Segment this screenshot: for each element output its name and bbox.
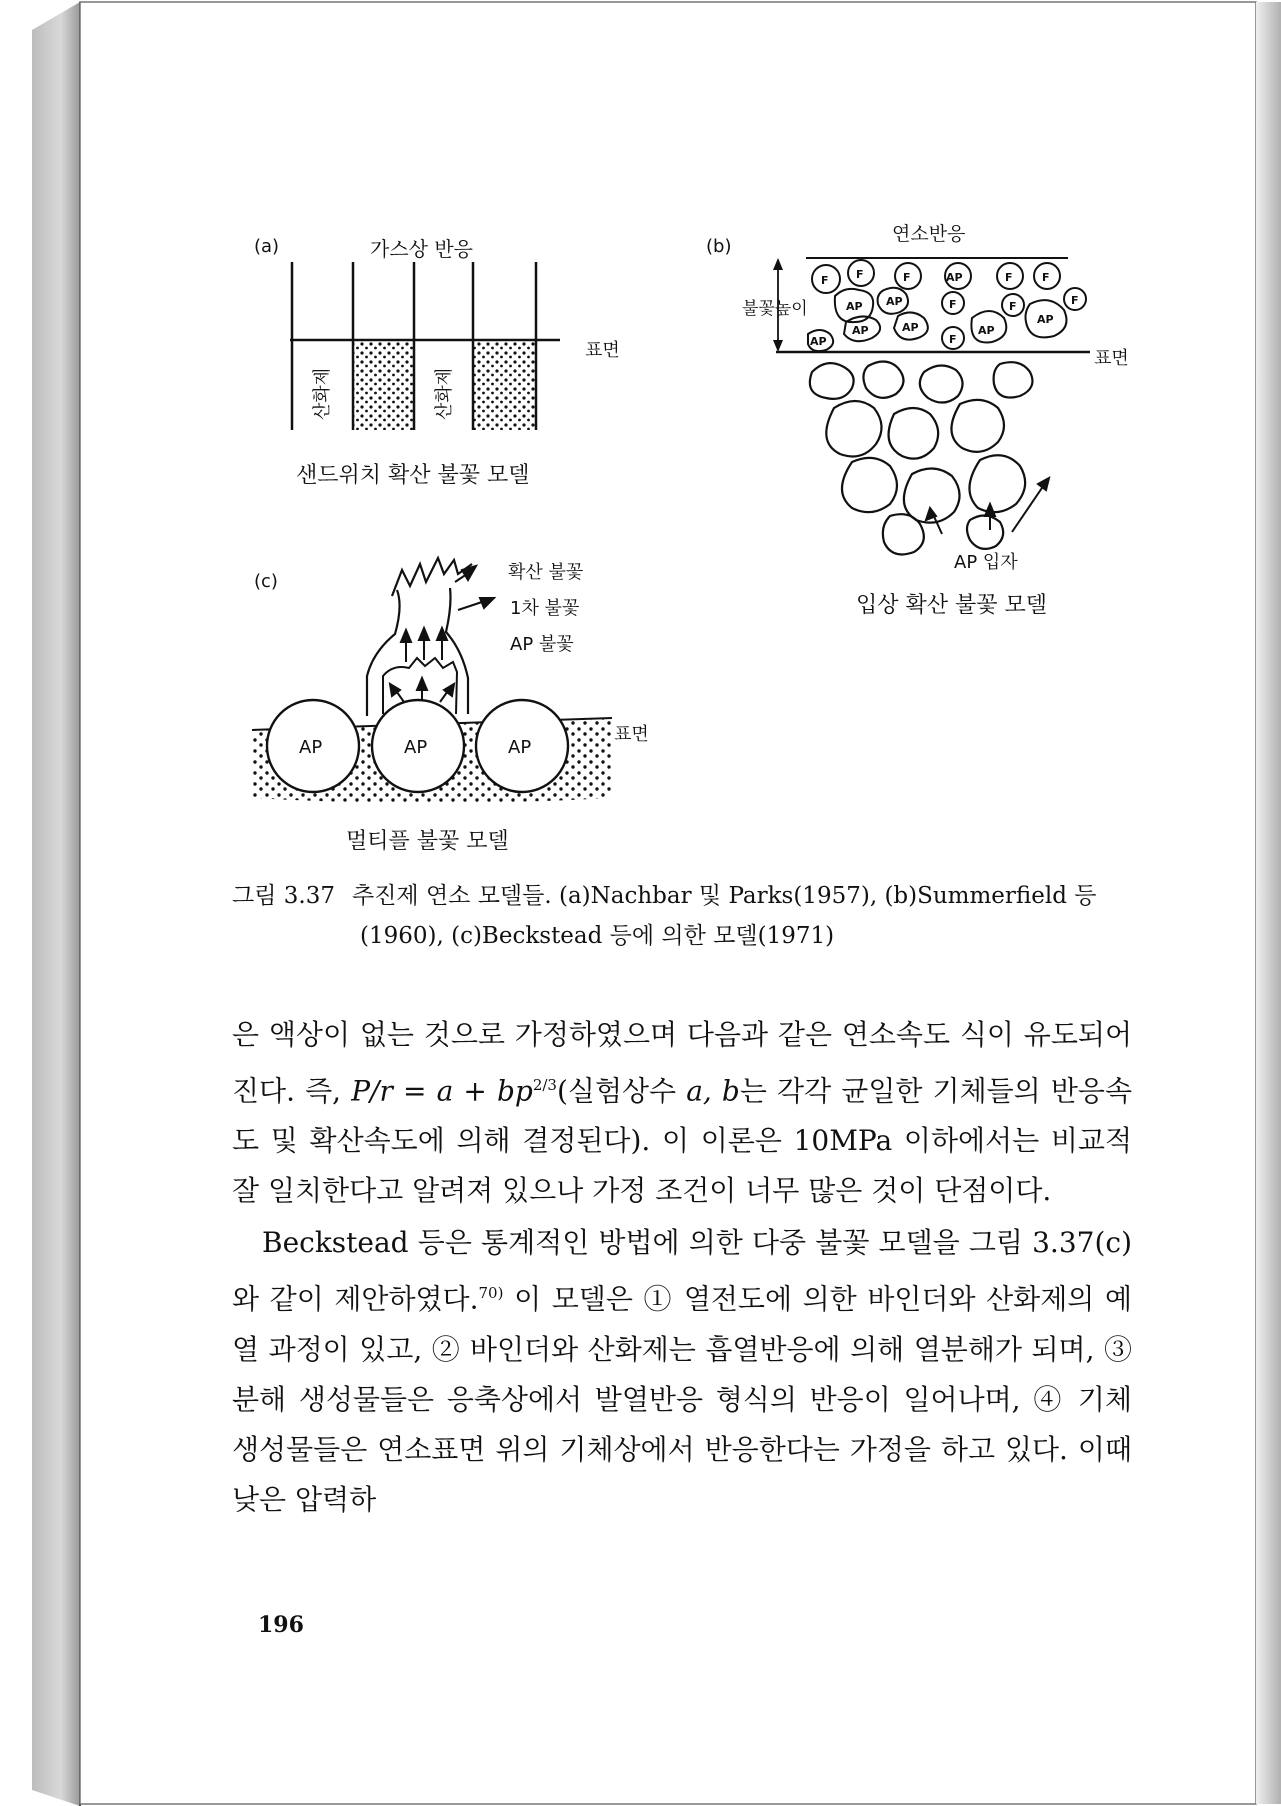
figure-a-tag: (a) [254, 236, 280, 257]
ap-particle-label: AP 입자 [954, 552, 1018, 573]
figure-b [706, 223, 1129, 618]
blob-f-label: F [856, 268, 864, 281]
oxidizer-label: 산화제 [312, 367, 333, 420]
blob-f-label: F [1005, 271, 1013, 284]
blob-f-label: F [821, 274, 829, 287]
figure-c-tag: (c) [254, 571, 278, 592]
blob-f-label: F [949, 298, 957, 311]
blob-f-label: F [1071, 294, 1079, 307]
blob-ap-label: AP [846, 300, 863, 313]
figure-a [254, 236, 620, 488]
ap-label: AP [508, 737, 532, 758]
caption-line-2: (1960), (c)Beckstead 등에 의한 모델(1971) [360, 923, 835, 949]
ap-label: AP [404, 737, 428, 758]
blob-ap-label: AP [852, 324, 869, 337]
blob-f-label: F [1042, 271, 1050, 284]
blob-ap-label: AP [946, 271, 963, 284]
formula: P/r = a + bp [351, 1074, 533, 1108]
paragraph-1: 은 액상이 없는 것으로 가정하였으며 다음과 같은 연소속도 식이 유도되어진다. 즉, $P/r = a + bp^{2/3}$(실험상수 a, b는 각각 균일한 기체들의 반응속도 및 확산속도에 의해 결정된다). 이 이론은 10MPa 이하에서는 비교적 잘 일치한다고 알려져 있으나 가정 조건이 너무 많은 것이 단점이다. [232, 1018, 1132, 1208]
figure-a-surface: 표면 [585, 340, 620, 361]
oxidizer-label: 산화제 [434, 367, 455, 420]
binder-layer [473, 340, 536, 430]
blob-ap-label: AP [1037, 313, 1054, 326]
figure-a-title: 샌드위치 확산 불꽃 모델 [296, 463, 530, 488]
primary-flame-label: 1차 불꽃 [510, 598, 580, 619]
figure-caption [232, 876, 1142, 956]
formula-exponent: 2/3 [532, 1076, 557, 1094]
flame-height-label: 불꽃높이 [742, 299, 808, 319]
caption-number: 그림 3.37 [232, 883, 335, 909]
body-text [232, 1010, 1132, 1525]
diffusion-flame-label: 확산 불꽃 [508, 562, 584, 583]
constants: a, b [686, 1074, 740, 1108]
figure-b-title: 입상 확산 불꽃 모델 [856, 593, 1047, 618]
blob-f-label: F [949, 333, 957, 346]
binder-layer [353, 340, 414, 430]
figure-c [252, 558, 649, 854]
figure-b-surface: 표면 [1094, 348, 1129, 369]
figure-b-tag: (b) [706, 236, 732, 257]
blob-ap-label: AP [886, 295, 903, 308]
paragraph-2: Beckstead 등은 통계적인 방법에 의한 다중 불꽃 모델을 그림 3.37(c)와 같이 제안하였다.$^{70)}$ 이 모델은 ① 열전도에 의한 바인더와 산화제의 예열 과정이 있고, ② 바인더와 산화제는 흡열반응에 의해 열분해가 되며, ③ 분해 생성물들은 응축상에서 발열반응 형식의 반응이 일어나며, ④ 기체 생성물들은 연소표면 위의 기체상에서 반응한다는 가정을 하고 있다. 이때 낮은 압력하 [232, 1226, 1132, 1516]
caption-line-1: 추진제 연소 모델들. (a)Nachbar 및 Parks(1957), (b)Summerfield 등 [352, 883, 1097, 909]
ap-particles [810, 361, 1033, 554]
figure-3-37 [0, 0, 1281, 880]
blob-ap-label: AP [810, 335, 827, 348]
figure-c-title: 멀티플 불꽃 모델 [346, 829, 509, 854]
reference-70: 70) [478, 1284, 504, 1303]
blob-f-label: F [903, 271, 911, 284]
blob-f-label: F [1009, 300, 1017, 313]
blob-ap-label: AP [902, 321, 919, 334]
figure-b-top-label: 연소반응 [892, 223, 966, 245]
blob-ap-label: AP [978, 324, 995, 337]
figure-a-top-label: 가스상 반응 [370, 237, 473, 261]
figure-c-surface: 표면 [614, 724, 649, 745]
page-number: 196 [258, 1612, 304, 1638]
ap-label: AP [299, 737, 323, 758]
ap-flame-label: AP 불꽃 [510, 634, 574, 655]
